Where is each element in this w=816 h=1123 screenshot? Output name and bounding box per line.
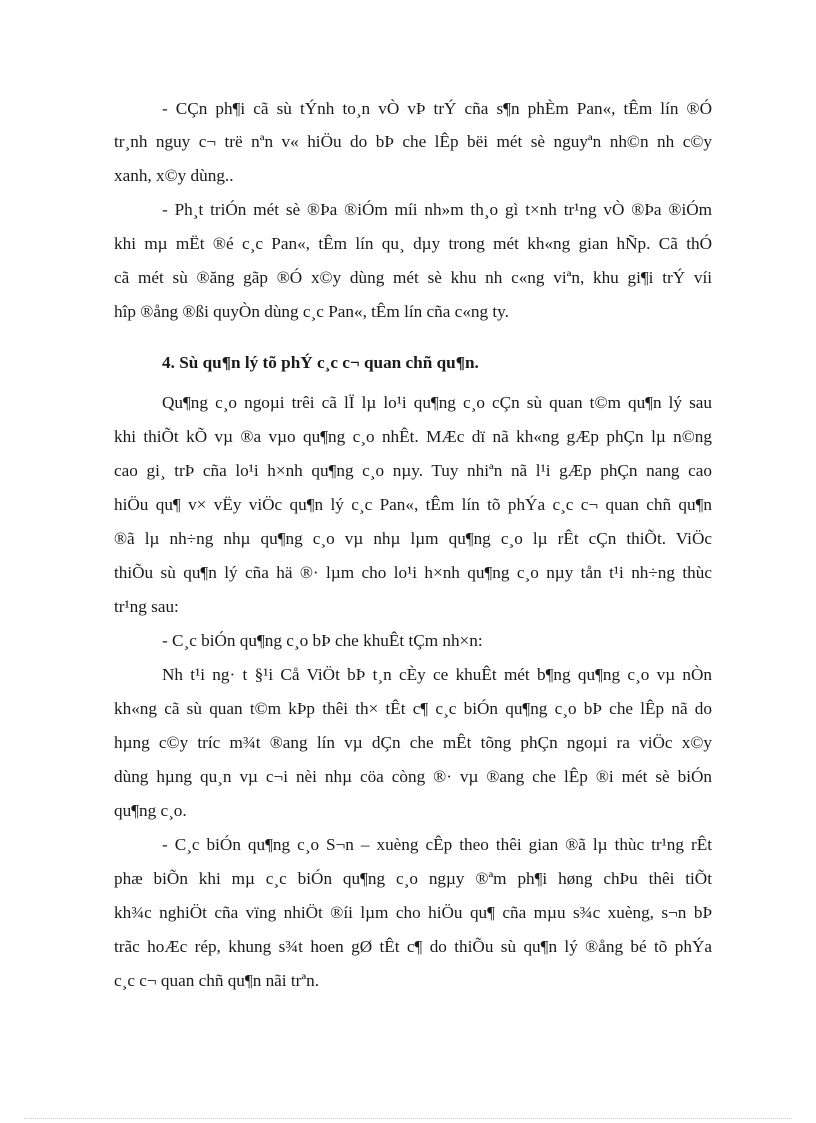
text-line: tr¹ng sau:	[114, 597, 179, 616]
section-heading: 4. Sù qu¶n lý tõ phÝ c¸c c¬ quan chñ qu¶n.	[162, 353, 479, 372]
text-line: qu¶ng c¸o.	[114, 801, 187, 820]
text-line: cã mét sù ®ăng gãp ®Ó x©y dùng mét sè khu nh c«ng viªn, khu gi¶i trÝ víi	[114, 268, 712, 287]
page-bottom-divider	[24, 1118, 792, 1119]
text-line: xanh, x©y dùng..	[114, 166, 234, 185]
text-line: phæ biÕn khi mµ c¸c biÓn qu¶ng c¸o ngµy ®ªm ph¶i høng chÞu thêi tiÕt	[114, 869, 712, 888]
text-line: Qu¶ng c¸o ngoµi trêi cã lÏ lµ lo¹i qu¶ng c¸o cÇn sù quan t©m qu¶n lý sau	[162, 393, 712, 412]
text-line: - C¸c biÓn qu¶ng c¸o bÞ che khuÊt tÇm nh×n:	[162, 631, 483, 650]
text-line: ®ã lµ nh÷ng nhµ qu¶ng c¸o vµ nhµ lµm qu¶ng c¸o lµ rÊt cÇn thiÕt. ViÖc	[114, 529, 712, 548]
text-line: khi thiÕt kÕ vµ ®a vµo qu¶ng c¸o nhÊt. MÆc dï nã kh«ng gÆp phÇn lµ n©ng	[114, 427, 712, 446]
text-line: dùng hµng qu¸n vµ c¬i nèi nhµ cöa còng ®· vµ ®ang che lÊp ®i mét sè biÓn	[114, 767, 712, 786]
text-line: tr¸nh nguy c¬ trë nªn v« hiÖu do bÞ che lÊp bëi mét sè nguyªn nh©n nh c©y	[114, 132, 712, 151]
text-line: Nh t¹i ng· t §¹i Cå ViÖt bÞ t¸n cÈy ce khuÊt mét b¶ng qu¶ng c¸o vµ nÒn	[162, 665, 712, 684]
text-line: - CÇn ph¶i cã sù tÝnh to¸n vÒ vÞ trÝ cña s¶n phÈm Pan«, tÊm lín ®Ó	[162, 99, 712, 118]
text-line: trãc hoÆc rép, khung s¾t hoen gØ tÊt c¶ do thiÕu sù qu¶n lý ®ång bé tõ phÝa	[114, 937, 712, 956]
text-line: hµng c©y tríc m¾t ®ang lín vµ dÇn che mÊt tõng phÇn ngoµi ra viÖc x©y	[114, 733, 712, 752]
text-line: kh¾c nghiÖt cña vïng nhiÖt ®íi lµm cho hiÖu qu¶ cña mµu s¾c xuèng, s¬n bÞ	[114, 903, 712, 922]
text-line: - Ph¸t triÓn mét sè ®Þa ®iÓm míi nh»m th¸o gì t×nh tr¹ng vÒ ®Þa ®iÓm	[162, 200, 712, 219]
text-line: thiÕu sù qu¶n lý cña hä ®· lµm cho lo¹i h×nh qu¶ng c¸o nµy tån t¹i nh÷ng thùc	[114, 563, 712, 582]
text-line: kh«ng cã sù quan t©m kÞp thêi th× tÊt c¶ c¸c biÓn qu¶ng c¸o bÞ che lÊp nã do	[114, 699, 712, 718]
text-line: hîp ®ång ®ßi quyÒn dùng c¸c Pan«, tÊm lín cña c«ng ty.	[114, 302, 509, 321]
text-line: hiÖu qu¶ v× vËy viÖc qu¶n lý c¸c Pan«, tÊm lín tõ phÝa c¸c c¬ quan chñ qu¶n	[114, 495, 712, 514]
text-line: - C¸c biÓn qu¶ng c¸o S¬n – xuèng cÊp theo thêi gian ®ã lµ thùc tr¹ng rÊt	[162, 835, 712, 854]
text-line: c¸c c¬ quan chñ qu¶n nãi trªn.	[114, 971, 320, 990]
text-line: khi mµ mËt ®é c¸c Pan«, tÊm lín qu¸ dµy trong mét kh«ng gian hÑp. Cã thÓ	[114, 234, 712, 253]
text-line: cao gi¸ trÞ cña lo¹i h×nh qu¶ng c¸o nµy. Tuy nhiªn nã l¹i gÆp phÇn nang cao	[114, 461, 712, 480]
